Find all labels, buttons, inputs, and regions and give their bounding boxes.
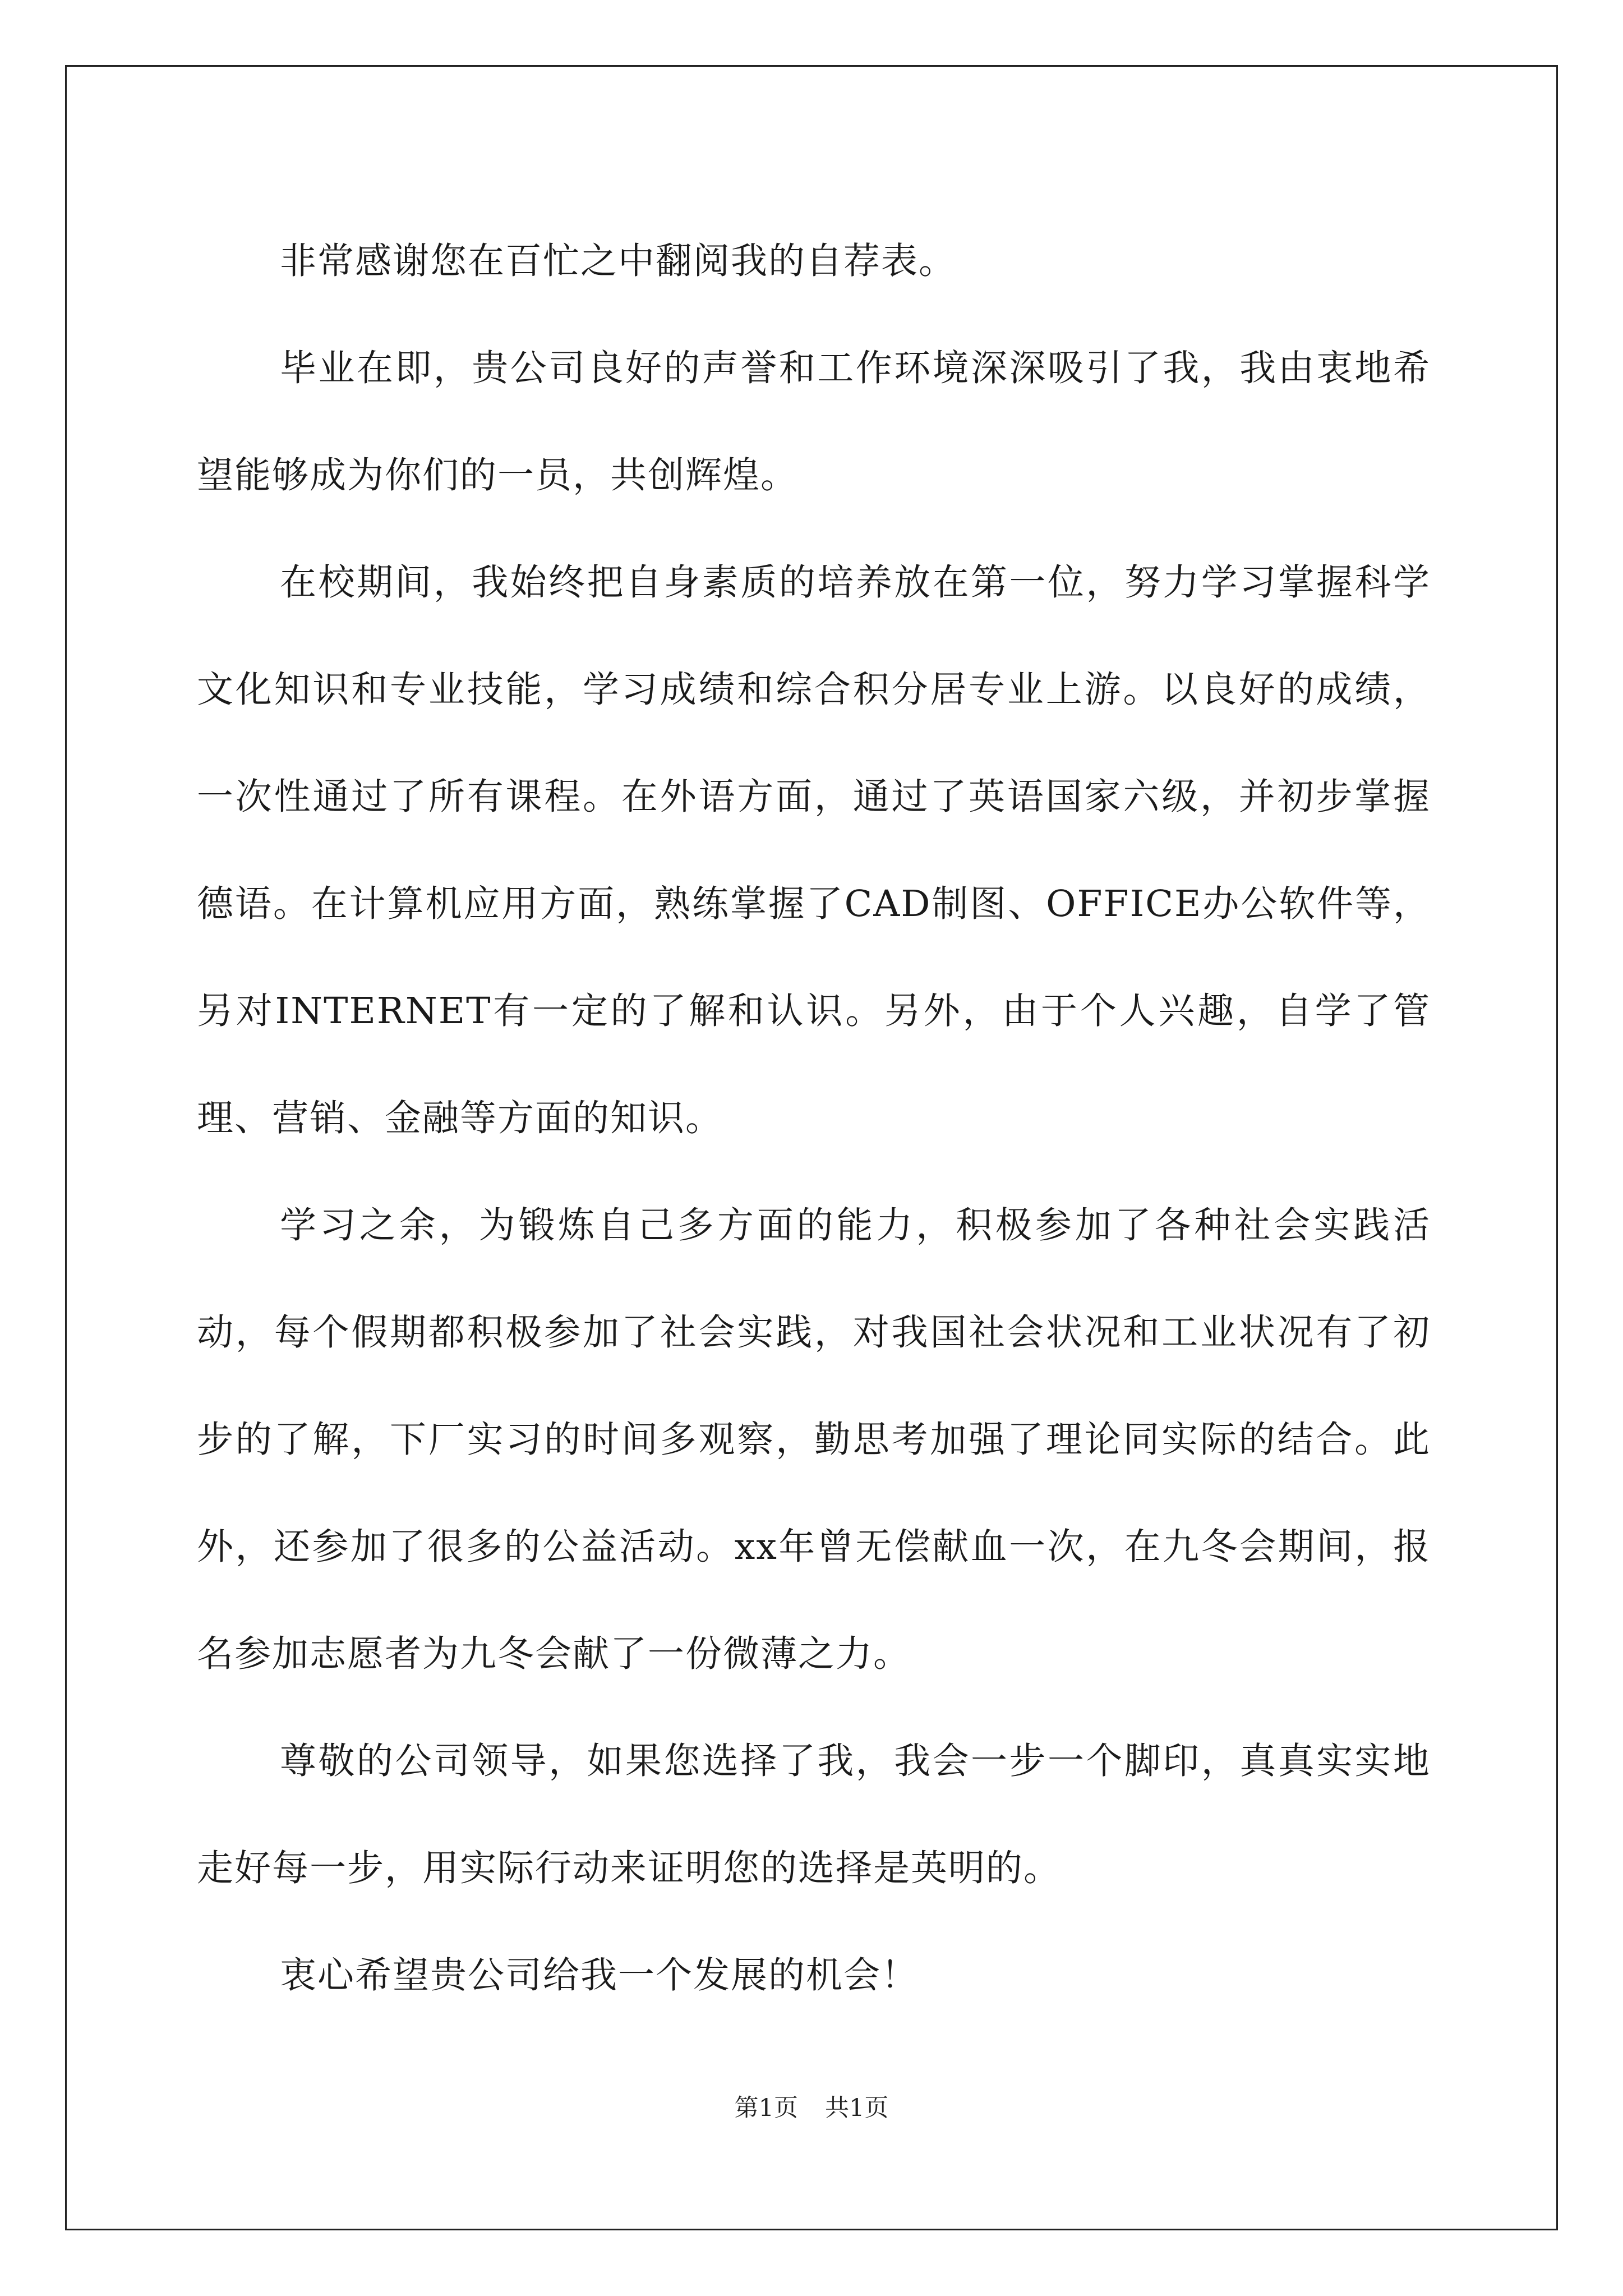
paragraph-closing: 衷心希望贵公司给我一个发展的机会！ — [280, 1954, 919, 1996]
page-number-total: 共1页 — [825, 2094, 889, 2122]
paragraph-commitment: 尊敬的公司领导，如果您选择了我，我会一步一个脚印，真真实实地走好每一步，用实际行动来证明您的选择是英明的。 — [197, 1740, 1431, 1889]
paragraph-graduation: 毕业在即，贵公司良好的声誉和工作环境深深吸引了我，我由衷地希望能够成为你们的一员，共创辉煌。 — [197, 347, 1431, 496]
page-footer — [0, 2091, 1623, 2125]
page-number-current: 第1页 — [734, 2094, 798, 2122]
paragraph-activities: 学习之余，为锻炼自己多方面的能力，积极参加了各种社会实践活动，每个假期都积极参加了社会实践，对我国社会状况和工业状况有了初步的了解，下厂实习的时间多观察，勤思考加强了理论同实际的结合。此外，还参加了很多的公益活动。xx年曾无偿献血一次，在九冬会期间，报名参加志愿者为九冬会献了一份微薄之力。 — [197, 1204, 1431, 1675]
paragraph-studies: 在校期间，我始终把自身素质的培养放在第一位，努力学习掌握科学文化知识和专业技能，学习成绩和综合积分居专业上游。以良好的成绩，一次性通过了所有课程。在外语方面，通过了英语国家六级，并初步掌握德语。在计算机应用方面，熟练掌握了CAD制图、OFFICE办公软件等，另对INTERNET有一定的了解和认识。另外，由于个人兴趣，自学了管理、营销、金融等方面的知识。 — [197, 562, 1431, 1139]
paragraph-thanks: 非常感谢您在百忙之中翻阅我的自荐表。 — [280, 240, 957, 282]
letter-body — [197, 208, 1431, 2029]
